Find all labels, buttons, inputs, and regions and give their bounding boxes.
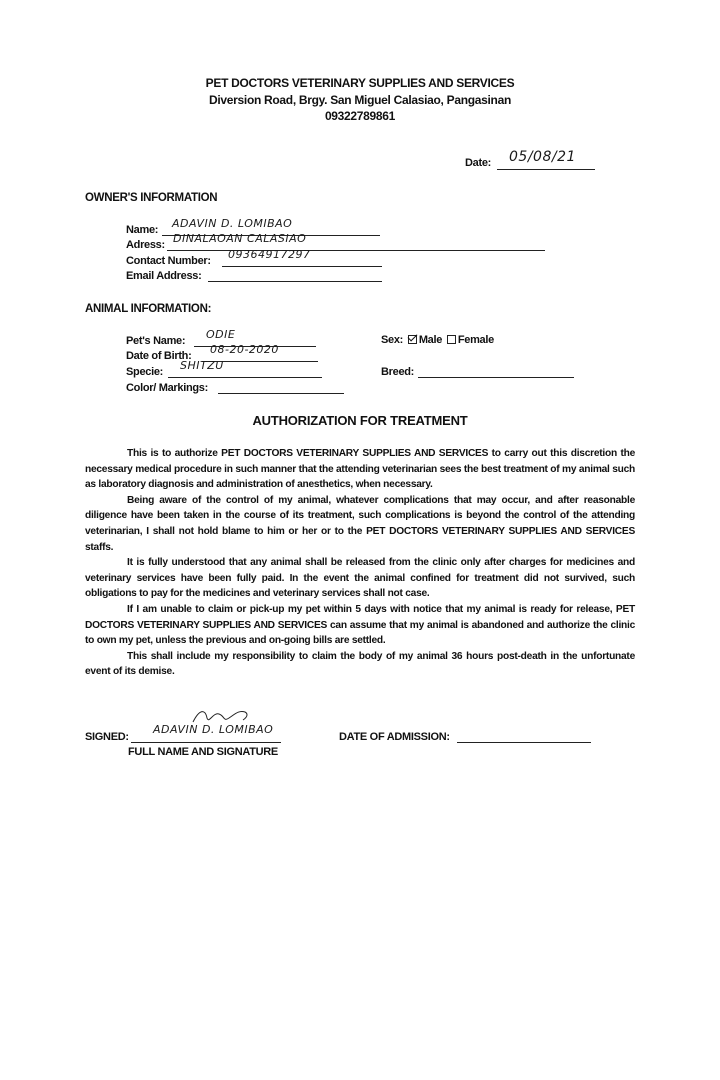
clinic-address: Diversion Road, Brgy. San Miguel Calasiao, Pangasinan — [209, 93, 511, 107]
date-label: Date: — [465, 157, 492, 169]
owner-name-label: Name: — [126, 224, 159, 236]
clinic-name: PET DOCTORS VETERINARY SUPPLIES AND SERVICES — [205, 76, 515, 90]
dob-value: 08-20-2020 — [210, 343, 279, 356]
species-field[interactable] — [168, 359, 322, 378]
clinic-phone: 09322789861 — [324, 109, 396, 123]
contact-number-field[interactable] — [222, 248, 382, 267]
species-value: SHITZU — [180, 359, 224, 372]
authorization-paragraph-5: This shall include my responsibility to claim the body of my animal 36 hours post-death in the unfortunate event of its demise. — [85, 650, 635, 678]
date-value: 05/08/21 — [509, 149, 576, 165]
female-label: Female — [457, 334, 494, 346]
date-of-admission-field[interactable] — [457, 728, 591, 743]
owner-name-value: ADAVIN D. LOMIBAO — [172, 217, 293, 230]
sex-row — [381, 334, 494, 346]
signed-name: ADAVIN D. LOMIBAO — [153, 723, 274, 736]
date-field[interactable] — [497, 149, 595, 170]
pet-name-label: Pet's Name: — [126, 335, 186, 347]
owner-address-value: DINALAOAN CALASIAO — [173, 232, 307, 245]
authorization-paragraph-4: If I am unable to claim or pick-up my pet within 5 days with notice that my animal is ready for release, PET DOCTORS VETERINARY SUPPLIES AND SERVICES can assume that my animal is abandoned and authorize the clinic to own my pet, unless the previous and on-going bills are settled. — [85, 603, 635, 647]
contact-number-label: Contact Number: — [126, 255, 211, 267]
authorization-title: AUTHORIZATION FOR TREATMENT — [252, 413, 468, 428]
date-of-admission-label: DATE OF ADMISSION: — [339, 731, 450, 743]
signature-field[interactable] — [131, 723, 281, 743]
male-checkbox[interactable] — [408, 335, 417, 344]
pet-name-value: ODIE — [206, 328, 236, 341]
animal-section-title: ANIMAL INFORMATION: — [85, 303, 212, 315]
owner-address-label: Adress: — [126, 239, 165, 251]
owner-address-field[interactable] — [167, 232, 545, 251]
breed-label: Breed: — [381, 366, 415, 378]
breed-field[interactable] — [418, 363, 574, 378]
owner-section-title: OWNER'S INFORMATION — [85, 192, 218, 204]
color-markings-label: Color/ Markings: — [126, 382, 208, 394]
species-label: Specie: — [126, 366, 164, 378]
authorization-paragraph-2: Being aware of the control of my animal, whatever complications that may occur, and after reasonable diligence have been taken in the course of its treatment, such complications is beyond the control of the attending veterinarian, I shall not hold blame to him or her or to the PET DOCTORS VETERINARY SUPPLIES AND SERVICES staffs. — [85, 494, 635, 553]
email-field[interactable] — [208, 267, 382, 282]
authorization-body — [85, 446, 635, 680]
male-label: Male — [418, 334, 443, 346]
signature-caption: FULL NAME AND SIGNATURE — [128, 746, 278, 758]
color-markings-field[interactable] — [218, 379, 344, 394]
contact-number-value: 09364917297 — [228, 248, 311, 261]
email-label: Email Address: — [126, 270, 202, 282]
signed-label: SIGNED: — [85, 731, 129, 743]
authorization-paragraph-3: It is fully understood that any animal shall be released from the clinic only after charges for medicines and veterinary services have been fully paid. In the event the animal confined for treatment did not survived, such obligations to pay for the medicines and veterinary services shall not case. — [85, 557, 635, 600]
female-checkbox[interactable] — [447, 335, 456, 344]
authorization-paragraph-1: This is to authorize PET DOCTORS VETERINARY SUPPLIES AND SERVICES to carry out this discretion the necessary medical procedure in such manner that the attending veterinarian sees the best treatment of my animal such as laboratory diagnosis and administration of anesthetics, when necessary. — [85, 448, 635, 491]
sex-label: Sex: — [381, 334, 404, 346]
dob-label: Date of Birth: — [126, 350, 192, 362]
